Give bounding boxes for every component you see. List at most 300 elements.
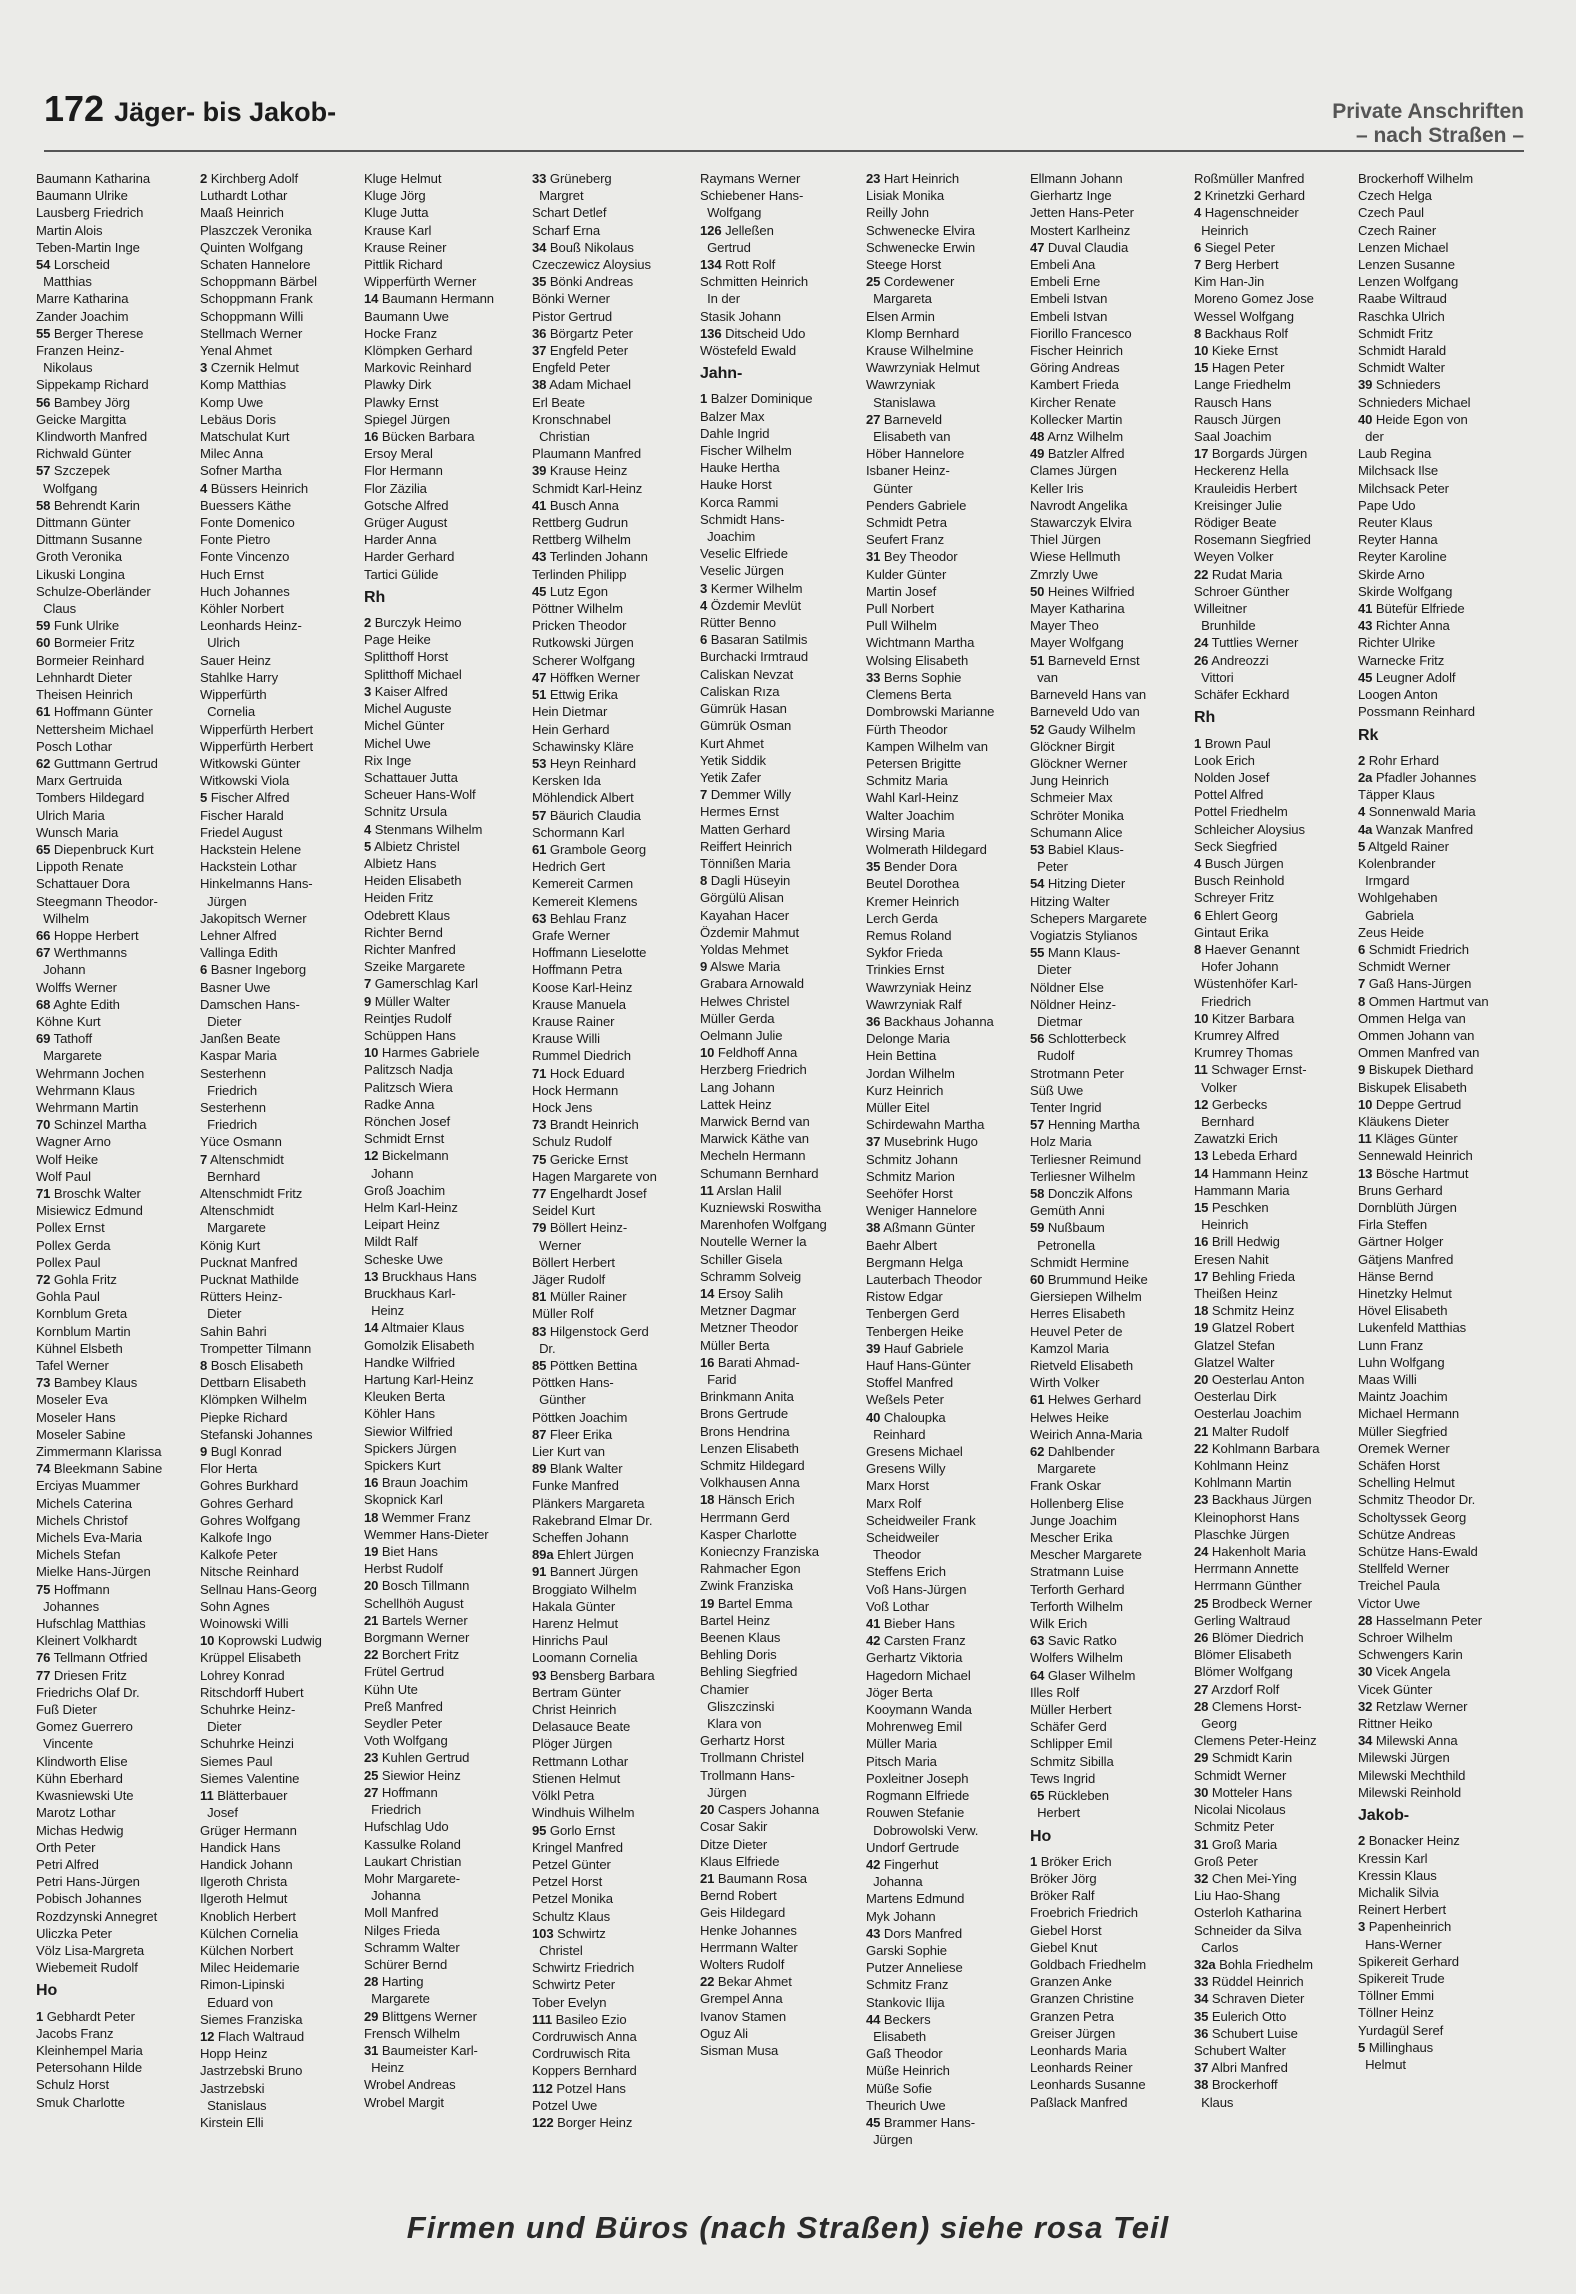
resident-entry: Helwes Christel [700, 993, 790, 1009]
house-number: 35 [532, 274, 547, 290]
resident-entry: 29 Schmidt Karin [1194, 1750, 1293, 1766]
resident-entry: Schattauer Dora [36, 876, 130, 892]
house-number: 56 [1030, 1031, 1045, 1047]
resident-entry: Bormeier Reinhard [36, 652, 145, 668]
resident-entry: Wemmer Hans-Dieter [364, 1526, 489, 1542]
resident-entry: 63 Savic Ratko [1030, 1633, 1117, 1649]
resident-entry: 21 Baumann Rosa [700, 1870, 807, 1886]
resident-entry: Günter [866, 480, 913, 496]
resident-entry: Damschen Hans- [200, 996, 300, 1012]
resident-entry: Brinkmann Anita [700, 1389, 794, 1405]
resident-entry: Groß Joachim [364, 1182, 446, 1198]
resident-entry: Pollex Ernst [36, 1220, 105, 1236]
resident-entry: Möhlendick Albert [532, 790, 634, 806]
resident-entry: Rutkowski Jürgen [532, 635, 634, 651]
resident-entry: Rummel Diedrich [532, 1048, 631, 1064]
resident-entry: 6 Basaran Satilmis [700, 632, 808, 648]
resident-entry: Brockerhoff Wilhelm [1358, 171, 1474, 186]
resident-entry: 79 Böllert Heinz- [532, 1220, 628, 1236]
listing-column [700, 170, 846, 2059]
resident-entry: 36 Börgartz Peter [532, 325, 633, 341]
resident-entry: Palitzsch Nadja [364, 1062, 453, 1078]
house-number: 73 [36, 1375, 51, 1391]
resident-entry: Hagen Margarete von [532, 1168, 657, 1184]
resident-entry: Cordruwisch Anna [532, 2028, 637, 2044]
resident-entry: Johanna [866, 1874, 923, 1890]
resident-entry: Lukenfeld Matthias [1358, 1320, 1467, 1336]
resident-entry: Herrmann Walter [700, 1939, 798, 1955]
resident-entry: Luhn Wolfgang [1358, 1354, 1445, 1370]
resident-entry: Scholtyssek Georg [1358, 1509, 1467, 1525]
house-number: 11 [1358, 1131, 1372, 1147]
resident-entry: Wahl Karl-Heinz [866, 790, 959, 806]
house-number: 126 [700, 222, 722, 238]
house-number: 40 [1358, 411, 1373, 427]
resident-entry: Frensch Wilhelm [364, 2025, 460, 2041]
resident-entry: Flor Hermann [364, 463, 443, 479]
resident-entry: Handick Johann [200, 1856, 293, 1872]
resident-entry: Schmitz Johann [866, 1151, 958, 1167]
resident-entry: Myk Johann [866, 1908, 936, 1924]
house-number: 36 [866, 1013, 881, 1029]
resident-entry: Ellmann Johann [1030, 171, 1123, 186]
resident-entry: Petri Alfred [36, 1856, 99, 1872]
resident-entry: 57 Henning Martha [1030, 1117, 1140, 1133]
resident-entry: 22 Kohlmann Barbara [1194, 1440, 1320, 1456]
resident-entry: Sofner Martha [200, 463, 282, 479]
header-rule [44, 150, 1524, 152]
resident-entry: Nicolai Nicolaus [1194, 1802, 1286, 1818]
resident-entry: 20 Bosch Tillmann [364, 1578, 470, 1594]
resident-entry: Walter Joachim [866, 807, 955, 823]
resident-entry: Josef [200, 1805, 238, 1821]
resident-entry: 38 Adam Michael [532, 377, 631, 393]
resident-entry: Herrmann Annette [1194, 1561, 1299, 1577]
resident-entry: Splitthoff Horst [364, 649, 449, 665]
resident-entry: Martin Alois [36, 222, 103, 238]
resident-entry: Stellmach Werner [200, 325, 303, 341]
resident-entry: Schwenecke Erwin [866, 239, 976, 255]
resident-entry: Kohlmann Heinz [1194, 1458, 1289, 1474]
resident-entry: Petzel Horst [532, 1874, 603, 1890]
listing-column [364, 170, 510, 2111]
resident-entry: 45 Leugner Adolf [1358, 669, 1456, 685]
resident-entry: Smuk Charlotte [36, 2094, 125, 2110]
resident-entry: Margarete [364, 1991, 430, 2007]
resident-entry: Friedrich [200, 1117, 258, 1133]
resident-entry: Blömer Wolfgang [1194, 1664, 1293, 1680]
resident-entry: Johanna [364, 1888, 421, 1904]
resident-entry: Clemens Peter-Heinz [1194, 1733, 1317, 1749]
resident-entry: Vogiatzis Stylianos [1030, 927, 1138, 943]
resident-entry: Pollex Paul [36, 1254, 101, 1270]
resident-entry: Lehner Alfred [200, 927, 277, 943]
house-number: 29 [1194, 1750, 1209, 1766]
house-number: 29 [364, 2008, 379, 2024]
resident-entry: Schmidt Werner [1358, 959, 1451, 975]
resident-entry: Osterloh Katharina [1194, 1905, 1302, 1921]
house-number: 22 [1194, 1440, 1209, 1456]
resident-entry: Margarete [1030, 1461, 1096, 1477]
resident-entry: Lisiak Monika [866, 188, 945, 204]
resident-entry: 5 Altgeld Rainer [1358, 838, 1449, 854]
resident-entry: 39 Krause Heinz [532, 463, 628, 479]
resident-entry: 43 Terlinden Johann [532, 549, 648, 565]
resident-entry: Scheffen Johann [532, 1530, 629, 1546]
house-number: 39 [866, 1340, 881, 1356]
house-number: 3 [700, 580, 708, 596]
resident-entry: Tenbergen Gerd [866, 1306, 960, 1322]
resident-entry: 31 Bey Theodor [866, 549, 958, 565]
house-number: 35 [1194, 2008, 1209, 2024]
resident-entry: Fischer Heinrich [1030, 343, 1123, 359]
resident-entry: Orth Peter [36, 1839, 96, 1855]
resident-entry: 136 Ditscheid Udo [700, 325, 806, 341]
resident-entry: 2 Krinetzki Gerhard [1194, 188, 1305, 204]
resident-entry: Handick Hans [200, 1839, 281, 1855]
resident-entry: Leipart Heinz [364, 1217, 440, 1233]
resident-entry: Weyen Volker [1194, 549, 1274, 565]
resident-entry: Schröter Monika [1030, 807, 1124, 823]
resident-entry: 65 Rückleben [1030, 1788, 1109, 1804]
resident-entry: Lange Friedhelm [1194, 377, 1291, 393]
resident-entry: Schmeier Max [1030, 790, 1113, 806]
resident-entry: Gerhartz Horst [700, 1733, 785, 1749]
resident-entry: Bönki Werner [532, 291, 610, 307]
resident-entry: Völz Lisa-Margreta [36, 1942, 145, 1958]
house-number: 62 [36, 755, 51, 771]
resident-entry: Schumann Alice [1030, 824, 1123, 840]
resident-entry: Gohres Burkhard [200, 1478, 299, 1494]
resident-entry: Bernhard [1194, 1113, 1255, 1129]
resident-entry: Völkl Petra [532, 1788, 595, 1804]
house-number: 69 [36, 1031, 51, 1047]
house-number: 12 [364, 1148, 379, 1164]
resident-entry: 41 Bieber Hans [866, 1616, 955, 1632]
resident-entry: 10 Koprowski Ludwig [200, 1633, 322, 1649]
resident-entry: Hauke Hertha [700, 460, 780, 476]
resident-entry: 50 Heines Wilfried [1030, 583, 1135, 599]
resident-entry: Hartung Karl-Heinz [364, 1372, 474, 1388]
resident-entry: Gerhartz Viktoria [866, 1650, 963, 1666]
resident-entry: 89a Ehlert Jürgen [532, 1547, 634, 1563]
resident-entry: Schepers Margarete [1030, 910, 1147, 926]
resident-entry: Gabriela [1358, 907, 1414, 923]
resident-entry: Pittlik Richard [364, 257, 443, 273]
resident-entry: Reinert Herbert [1358, 1902, 1447, 1918]
resident-entry: 89 Blank Walter [532, 1461, 623, 1477]
resident-entry: Schmidt Ernst [364, 1131, 445, 1147]
resident-entry: 37 Albri Manfred [1194, 2060, 1288, 2076]
resident-entry: 5 Millinghaus [1358, 2039, 1434, 2055]
house-number: 39 [1358, 377, 1373, 393]
resident-entry: Jürgen [866, 2132, 913, 2148]
house-number: 85 [532, 1358, 547, 1374]
resident-entry: Engfeld Peter [532, 360, 611, 376]
resident-entry: Stasik Johann [700, 308, 781, 324]
resident-entry: Rettberg Wilhelm [532, 532, 631, 548]
resident-entry: Rönchen Josef [364, 1113, 451, 1129]
resident-entry: Schmidt Harald [1358, 343, 1447, 359]
resident-entry: Wehrmann Jochen [36, 1065, 145, 1081]
house-number: 28 [1358, 1612, 1373, 1628]
resident-entry: Misiewicz Edmund [36, 1203, 143, 1219]
resident-entry: Nöldner Else [1030, 979, 1104, 995]
listing-column [532, 170, 678, 2131]
house-number: 21 [700, 1870, 715, 1886]
house-number: 1 [36, 2008, 44, 2024]
resident-entry: Theodor [866, 1547, 921, 1563]
house-number: 25 [1194, 1595, 1209, 1611]
resident-entry: Rettmann Lothar [532, 1753, 629, 1769]
resident-entry: Margareta [866, 291, 932, 307]
resident-entry: Hackstein Helene [200, 841, 302, 857]
resident-entry: Windhuis Wilhelm [532, 1805, 635, 1821]
resident-entry: Schumann Bernhard [700, 1165, 819, 1181]
house-number: 14 [700, 1286, 715, 1301]
resident-entry: Dahle Ingrid [700, 425, 770, 441]
house-number: 71 [36, 1185, 51, 1201]
resident-entry: Voß Hans-Jürgen [866, 1581, 967, 1597]
resident-entry: Milchsack Ilse [1358, 463, 1439, 479]
resident-entry: 67 Werthmanns [36, 945, 127, 961]
resident-entry: Gätjens Manfred [1358, 1251, 1454, 1267]
resident-entry: 4 Stenmans Wilhelm [364, 821, 483, 837]
resident-entry: Kircher Renate [1030, 394, 1116, 410]
house-number: 43 [1358, 618, 1373, 634]
resident-entry: Sisman Musa [700, 2042, 779, 2058]
listing-column [36, 170, 182, 2111]
resident-entry: Hufschlag Udo [364, 1819, 449, 1835]
house-number: 13 [1194, 1148, 1209, 1164]
resident-entry: 35 Eulerich Otto [1194, 2008, 1287, 2024]
resident-entry: 40 Chaloupka [866, 1409, 946, 1425]
resident-entry: Mohrenweg Emil [866, 1719, 963, 1735]
resident-entry: 18 Wemmer Franz [364, 1509, 471, 1525]
resident-entry: Delonge Maria [866, 1031, 950, 1047]
resident-entry: Schürer Bernd [364, 1956, 448, 1972]
resident-entry: Schuhrke Heinz- [200, 1702, 296, 1718]
house-number: 72 [36, 1272, 51, 1287]
resident-entry: Wirth Volker [1030, 1375, 1100, 1391]
resident-entry: Hauke Horst [700, 477, 772, 493]
house-number: 20 [1194, 1372, 1209, 1388]
street-heading: Ho [1030, 1827, 1052, 1845]
house-number: 12 [1194, 1096, 1209, 1112]
resident-entry: Margret [532, 188, 584, 204]
resident-entry: Schultz Klaus [532, 1908, 611, 1924]
resident-entry: Reilly John [866, 205, 929, 221]
resident-entry: Fischer Wilhelm [700, 443, 792, 459]
house-number: 4 [1194, 855, 1202, 871]
house-number: 37 [866, 1134, 881, 1150]
house-number: 33 [532, 171, 547, 186]
resident-entry: Komp Uwe [200, 394, 264, 410]
resident-entry: Michels Caterina [36, 1495, 132, 1511]
resident-entry: 16 Brill Hedwig [1194, 1234, 1280, 1250]
house-number: 4 [1194, 205, 1202, 221]
house-number: 32 [1358, 1698, 1373, 1714]
resident-entry: Paßlack Manfred [1030, 2094, 1128, 2110]
resident-entry: Schulze-Oberländer [36, 583, 151, 599]
resident-entry: 42 Fingerhut [866, 1856, 939, 1872]
resident-entry: Stellfeld Werner [1358, 1561, 1450, 1577]
resident-entry: Heuvel Peter de [1030, 1323, 1123, 1339]
house-number: 8 [1358, 993, 1366, 1009]
resident-entry: Metzner Dagmar [700, 1303, 797, 1319]
resident-entry: Wolffs Werner [36, 979, 117, 995]
resident-entry: Kornblum Martin [36, 1323, 131, 1339]
house-number: 57 [36, 463, 51, 479]
resident-entry: 9 Müller Walter [364, 993, 451, 1009]
resident-entry: Kleinhempel Maria [36, 2042, 143, 2058]
resident-entry: Jordan Wilhelm [866, 1065, 955, 1081]
resident-entry: 40 Heide Egon von [1358, 411, 1468, 427]
house-number: 47 [1030, 239, 1045, 255]
resident-entry: 83 Hilgenstock Gerd [532, 1323, 649, 1339]
resident-entry: Krause Reiner [364, 239, 447, 255]
resident-entry: Markovic Reinhard [364, 360, 472, 376]
resident-entry: Kühn Ute [364, 1681, 418, 1697]
resident-entry: Elisabeth [866, 2028, 927, 2044]
house-number: 7 [364, 976, 372, 992]
house-number: 27 [364, 1784, 379, 1800]
resident-entry: Schmitz Peter [1194, 1819, 1275, 1835]
house-number: 14 [364, 291, 379, 307]
resident-entry: Joachim [700, 529, 756, 545]
resident-entry: 55 Mann Klaus- [1030, 945, 1121, 961]
resident-entry: Zeus Heide [1358, 924, 1424, 940]
resident-entry: Glöckner Werner [1030, 755, 1128, 771]
resident-entry: Johannes [36, 1598, 100, 1614]
resident-entry: 34 Bouß Nikolaus [532, 239, 634, 255]
resident-entry: 47 Duval Claudia [1030, 239, 1129, 255]
resident-entry: Beenen Klaus [700, 1630, 781, 1646]
resident-entry: 111 Basileo Ezio [532, 2011, 627, 2027]
resident-entry: Seufert Franz [866, 532, 945, 548]
resident-entry: 77 Driesen Fritz [36, 1667, 127, 1683]
resident-entry: 35 Bönki Andreas [532, 274, 634, 290]
resident-entry: 63 Behlau Franz [532, 910, 627, 926]
resident-entry: 37 Engfeld Peter [532, 343, 628, 359]
house-number: 28 [364, 1974, 379, 1990]
resident-entry: 95 Gorlo Ernst [532, 1822, 616, 1838]
resident-entry: Stankovic Ilija [866, 1994, 945, 2010]
house-number: 23 [364, 1750, 379, 1766]
resident-entry: Goldbach Friedhelm [1030, 1956, 1147, 1972]
resident-entry: 3 Papenheinrich [1358, 1919, 1452, 1935]
resident-entry: 75 Hoffmann [36, 1581, 110, 1597]
house-number: 4 [200, 480, 208, 496]
house-number: 6 [200, 962, 208, 978]
resident-entry: Böllert Herbert [532, 1254, 615, 1270]
house-number: 57 [1030, 1117, 1045, 1133]
house-number: 83 [532, 1323, 547, 1339]
house-number: 38 [1194, 2077, 1209, 2093]
house-number: 4a [1358, 821, 1373, 837]
resident-entry: Schäfer Gerd [1030, 1719, 1107, 1735]
resident-entry: Johann [36, 962, 86, 978]
house-number: 5 [200, 790, 208, 806]
resident-entry: Mildt Ralf [364, 1234, 418, 1250]
resident-entry: Sahin Bahri [200, 1323, 267, 1339]
resident-entry: Roßmüller Manfred [1194, 171, 1305, 186]
resident-entry: Tenbergen Heike [866, 1323, 964, 1339]
resident-entry: Michels Eva-Maria [36, 1530, 142, 1546]
resident-entry: Schramm Walter [364, 1939, 460, 1955]
listing-column [866, 170, 1012, 2148]
resident-entry: Strotmann Peter [1030, 1065, 1124, 1081]
resident-entry: Rahmacher Egon [700, 1561, 801, 1577]
footer-note: Firmen und Büros (nach Straßen) siehe rosa Teil [406, 2210, 1170, 2245]
resident-entry: Moseler Eva [36, 1392, 108, 1408]
street-heading: Ho [36, 1982, 58, 2000]
resident-entry: Mayer Katharina [1030, 601, 1125, 617]
resident-entry: Dobrowolski Verw. [866, 1822, 979, 1838]
resident-entry: 3 Czernik Helmut [200, 360, 299, 376]
resident-entry: Dombrowski Marianne [866, 704, 995, 720]
resident-entry: 1 Gebhardt Peter [36, 2008, 135, 2024]
house-number: 41 [532, 497, 547, 513]
resident-entry: Schmidt Walter [1358, 360, 1445, 376]
resident-entry: Fürth Theodor [866, 721, 948, 737]
resident-entry: der [1358, 429, 1384, 445]
house-number: 45 [532, 583, 547, 599]
resident-entry: Seydler Peter [364, 1716, 443, 1732]
resident-entry: Eduard von [200, 1994, 274, 2010]
resident-entry: Köhler Norbert [200, 601, 284, 617]
resident-entry: Putzer Anneliese [866, 1960, 963, 1976]
resident-entry: Funke Manfred [532, 1478, 619, 1494]
resident-entry: Milewski Reinhold [1358, 1784, 1462, 1800]
resident-entry: Pottel Friedhelm [1194, 804, 1288, 820]
resident-entry: Siemes Paul [200, 1753, 273, 1769]
resident-entry: 61 Hoffmann Günter [36, 704, 153, 720]
resident-entry: Mescher Margarete [1030, 1547, 1142, 1563]
resident-entry: 16 Braun Joachim [364, 1475, 468, 1491]
resident-entry: Gohres Wolfgang [200, 1512, 301, 1528]
resident-entry: Potzel Uwe [532, 2097, 598, 2113]
resident-entry: Wolf Paul [36, 1168, 91, 1184]
resident-entry: 32 Chen Mei-Ying [1194, 1870, 1297, 1886]
resident-entry: Zmrzly Uwe [1030, 566, 1099, 582]
resident-entry: Wrobel Margit [364, 2094, 444, 2110]
resident-entry: 6 Basner Ingeborg [200, 962, 307, 978]
resident-entry: Jäger Rudolf [532, 1272, 606, 1287]
resident-entry: 8 Ommen Hartmut van [1358, 993, 1489, 1009]
resident-entry: Kluge Jutta [364, 205, 429, 221]
resident-entry: Broggiato Wilhelm [532, 1581, 637, 1597]
resident-entry: 14 Altmaier Klaus [364, 1320, 465, 1336]
house-number: 16 [1194, 1234, 1209, 1250]
house-number: 31 [364, 2042, 379, 2058]
resident-entry: Oesterlau Joachim [1194, 1406, 1302, 1422]
resident-entry: Nitsche Reinhard [200, 1564, 299, 1580]
resident-entry: Pull Norbert [866, 601, 934, 617]
resident-entry: Clames Jürgen [1030, 463, 1117, 479]
resident-entry: Bruckhaus Karl- [364, 1286, 456, 1301]
resident-entry: 58 Behrendt Karin [36, 497, 140, 513]
resident-entry: Rausch Jürgen [1194, 411, 1281, 427]
house-number: 20 [700, 1802, 715, 1818]
resident-entry: 7 Gamerschlag Karl [364, 976, 478, 992]
house-number: 40 [866, 1409, 881, 1425]
resident-entry: 29 Blittgens Werner [364, 2008, 477, 2024]
resident-entry: Baehr Albert [866, 1237, 937, 1253]
resident-entry: Scharf Erna [532, 222, 601, 238]
resident-entry: Witkowski Viola [200, 773, 290, 789]
resident-entry: Maas Willi [1358, 1372, 1417, 1388]
